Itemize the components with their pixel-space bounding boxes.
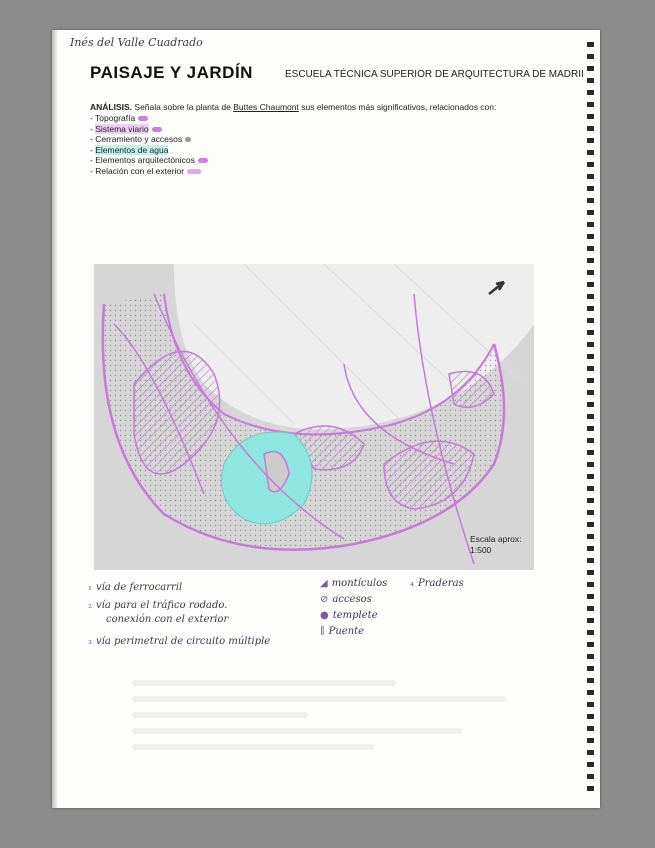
park-plan-map bbox=[94, 264, 534, 570]
legend-item: ● templete bbox=[320, 610, 378, 621]
topic-item: - Relación con el exterior bbox=[90, 166, 208, 177]
topic-item: - Sistema viario bbox=[90, 124, 208, 135]
topic-label: Relación con el exterior bbox=[95, 165, 185, 176]
purple-marker-icon bbox=[198, 158, 208, 163]
show-through-back-page bbox=[132, 670, 572, 790]
prompt-after: sus elementos más significativos, relacionados con: bbox=[301, 102, 497, 112]
purple-marker-icon bbox=[187, 169, 201, 174]
topic-label: Topografía bbox=[95, 113, 136, 123]
topic-item: - Elementos arquitectónicos bbox=[90, 155, 208, 166]
topic-item: - Cerramiento y accesos bbox=[90, 134, 208, 145]
analysis-prompt bbox=[90, 102, 496, 112]
legend-item: ₁ vía de ferrocarril bbox=[88, 582, 183, 593]
scale-label: Escala aprox: bbox=[470, 534, 522, 544]
topic-label: Sistema viario bbox=[95, 123, 149, 134]
school-name: ESCUELA TÉCNICA SUPERIOR DE ARQUITECTURA DE MADRII bbox=[285, 69, 584, 80]
student-name: Inés del Valle Cuadrado bbox=[70, 36, 203, 49]
legend-item: ₃ vía perimetral de circuito múltiple bbox=[88, 636, 271, 647]
scale-note bbox=[470, 534, 522, 556]
legend-item: conexión con el exterior bbox=[106, 614, 229, 625]
legend-item: ◢ montículos bbox=[320, 578, 388, 589]
topic-label: Elementos arquitectónicos bbox=[95, 155, 195, 165]
topic-label: Elementos de agua bbox=[95, 144, 169, 155]
prompt-before: Señala sobre la planta de bbox=[134, 102, 231, 112]
page-title: PAISAJE Y JARDÍN bbox=[90, 63, 253, 82]
topic-list bbox=[90, 113, 208, 176]
legend-item: ₄ Praderas bbox=[410, 578, 464, 589]
topic-item: - Elementos de agua bbox=[90, 144, 169, 155]
page-shadow bbox=[52, 30, 58, 808]
topic-label: Cerramiento y accesos bbox=[95, 134, 183, 144]
park-name: Buttes Chaumont bbox=[233, 102, 299, 112]
analysis-label: ANÁLISIS. bbox=[90, 102, 133, 112]
purple-marker-icon bbox=[138, 116, 148, 121]
scale-value: 1:500 bbox=[470, 545, 492, 555]
legend-item: ₂ vía para el tráfico rodado. bbox=[88, 600, 228, 611]
legend-item: ⊘ accesos bbox=[320, 594, 372, 605]
notebook-spiral-edge bbox=[587, 42, 594, 792]
purple-marker-icon bbox=[152, 127, 162, 132]
park-plan-drawing bbox=[94, 264, 534, 570]
gray-marker-icon bbox=[185, 137, 191, 142]
worksheet-page bbox=[52, 30, 600, 808]
topic-item: - Topografía bbox=[90, 113, 208, 124]
legend-item: ∥ Puente bbox=[320, 626, 365, 637]
